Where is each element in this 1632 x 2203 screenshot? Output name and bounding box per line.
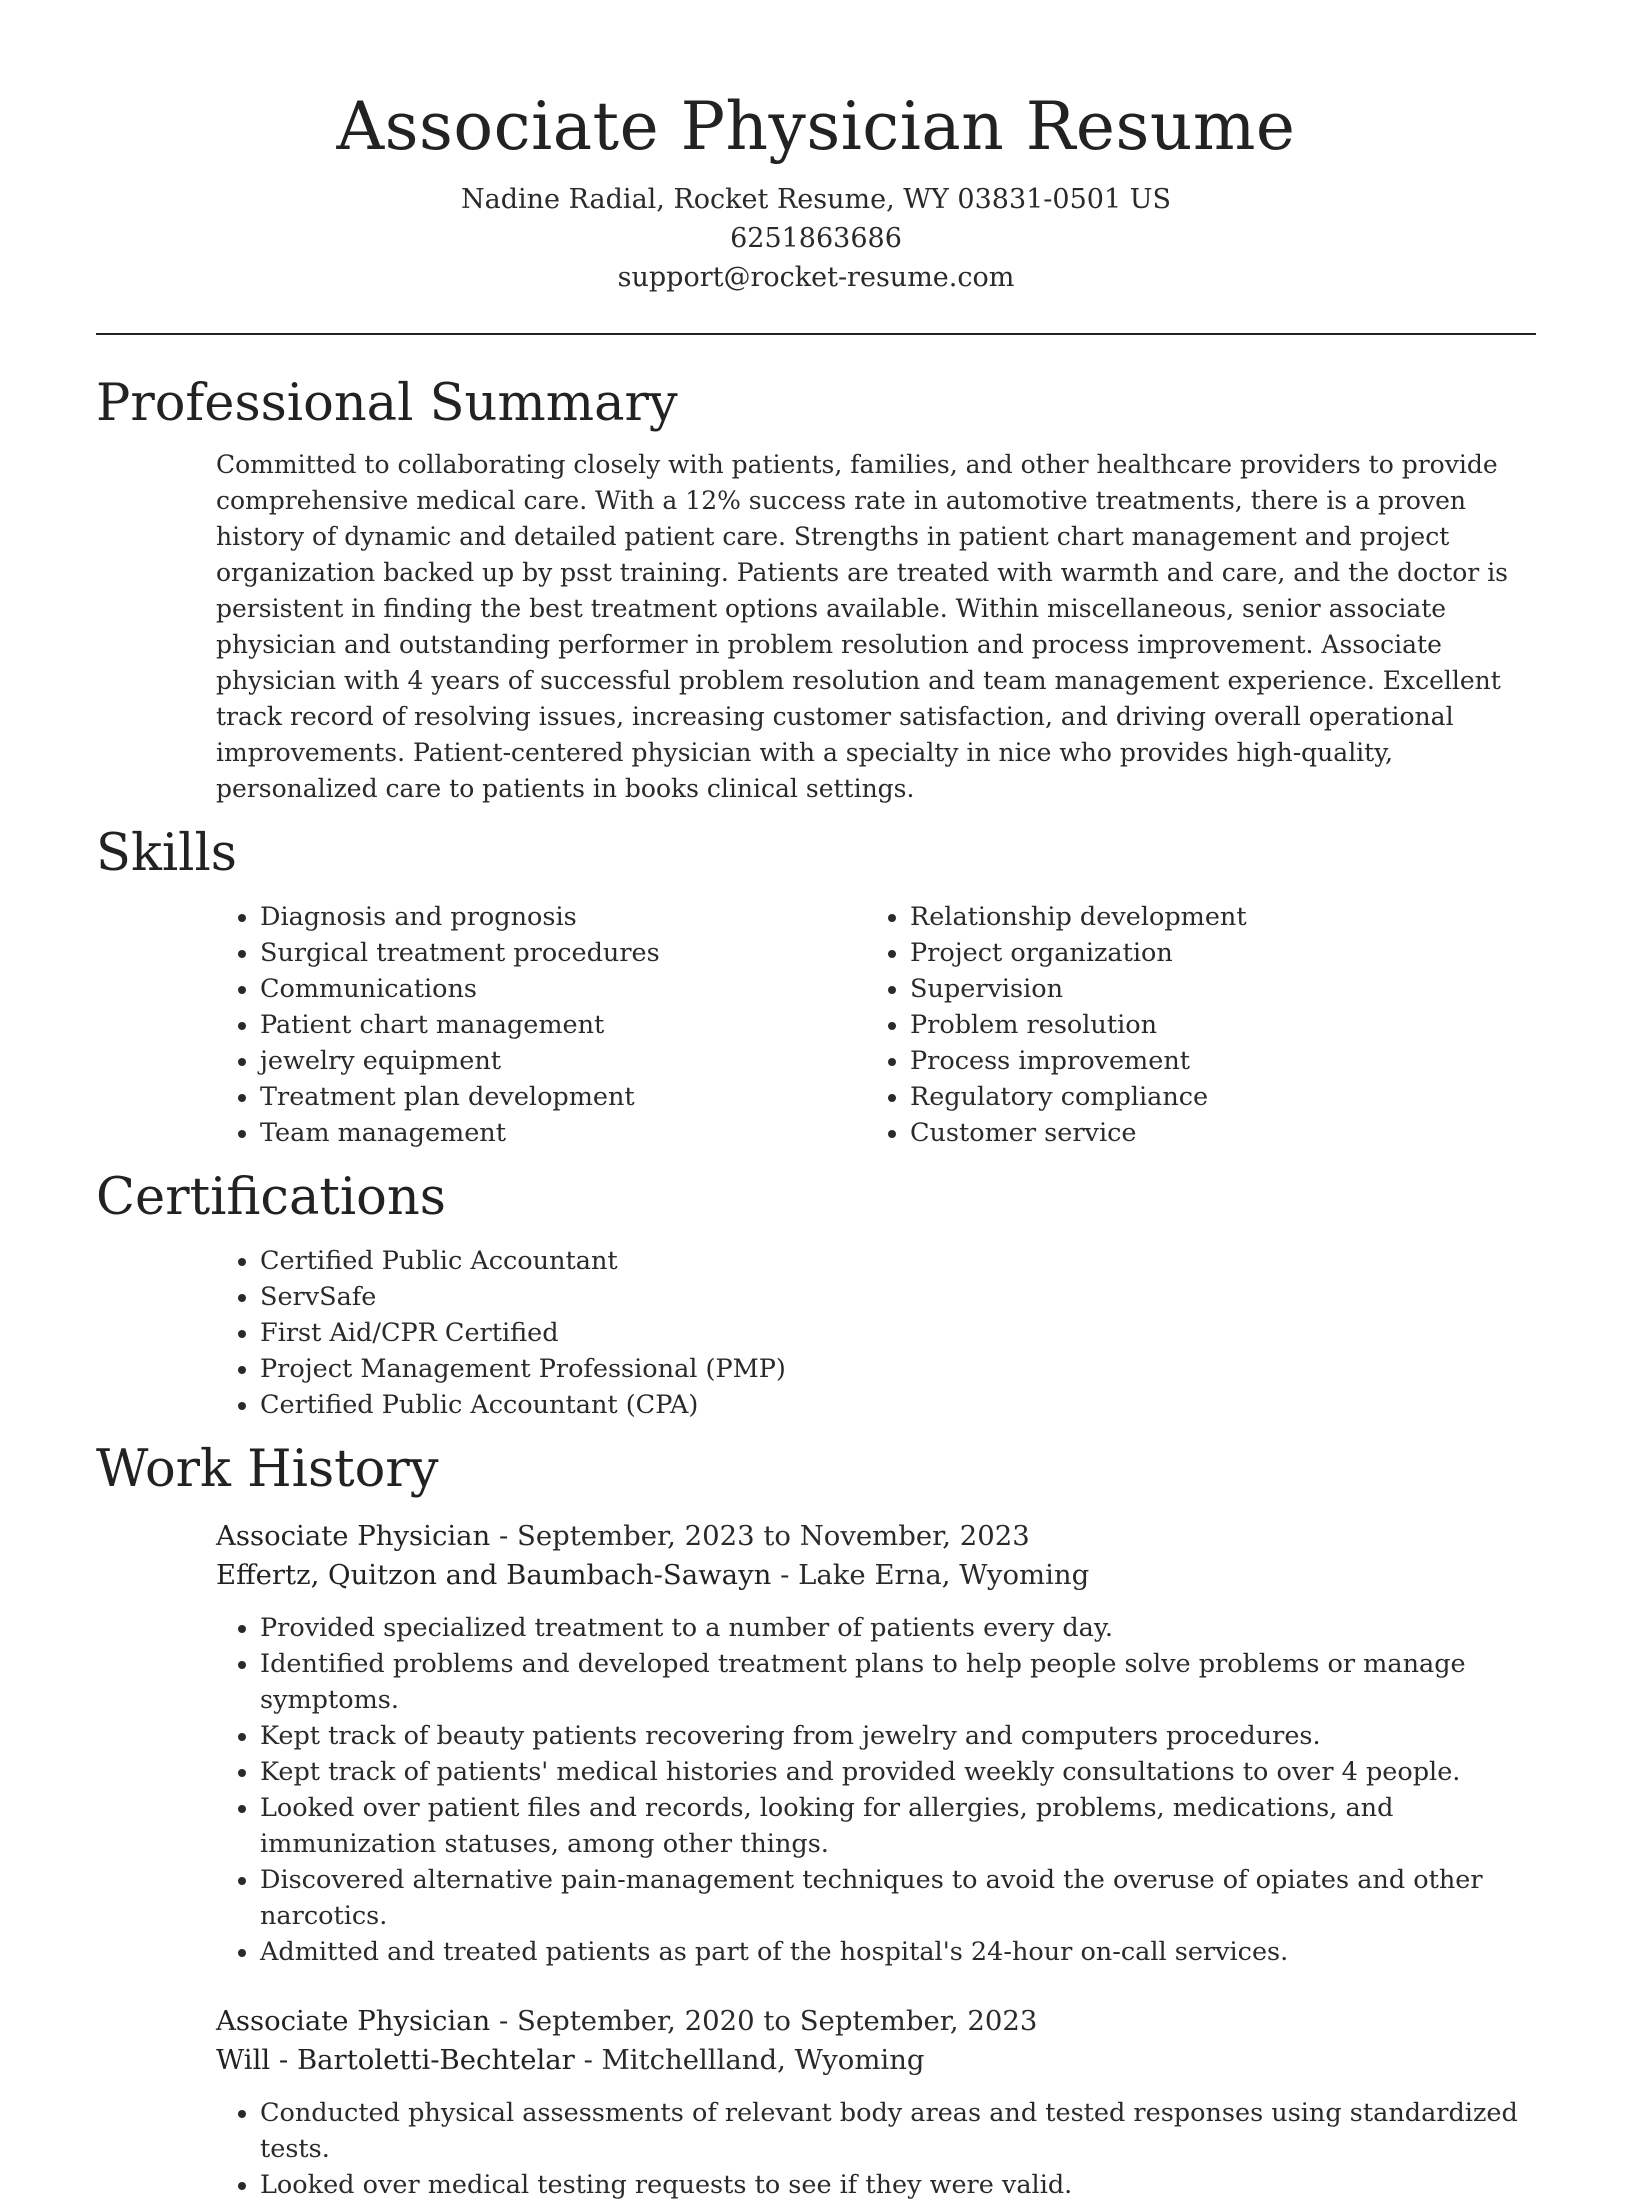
certification-item: • Certified Public Accountant (CPA): [260, 1387, 1536, 1423]
job-bullet: • Kept track of patients' medical histories and provided weekly consultations to over 4 people.: [260, 1754, 1536, 1790]
skill-item: • Process improvement: [910, 1043, 1516, 1079]
job-location: - Mitchellland, Wyoming: [574, 2044, 925, 2076]
job-bullet: • Identified problems and developed treatment plans to help people solve problems or manage symptoms.: [260, 1646, 1536, 1718]
job-role: Associate Physician: [216, 1520, 491, 1552]
job-bullet: • Admitted and treated patients as part of the hospital's 24-hour on-call services.: [260, 1934, 1536, 1970]
summary-heading: Professional Summary: [96, 374, 678, 433]
job-location: - Lake Erna, Wyoming: [771, 1559, 1090, 1591]
certification-item: • Certified Public Accountant: [260, 1243, 1536, 1279]
summary-text: Committed to collaborating closely with patients, families, and other healthcare providers to provide comprehensive medical care. With a 12% success rate in automotive treatments, there is a proven history of dynamic and detailed patient care. Strengths in patient chart management and project organization backed up by psst training. Patients are treated with warmth and care, and the doctor is persistent in finding the best treatment options available. Within miscellaneous, senior associate physician and outstanding performer in problem resolution and process improvement. Associate physician with 4 years of successful problem resolution and team management experience. Excellent track record of resolving issues, increasing customer satisfaction, and driving overall operational improvements. Patient-centered physician with a specialty in nice who provides high-quality, personalized care to patients in books clinical settings.: [216, 450, 1509, 803]
header-divider: [96, 333, 1536, 335]
job-company-line: [216, 1556, 1536, 1595]
skill-item: • Diagnosis and prognosis: [260, 899, 866, 935]
job-bullet: • Discovered alternative pain-management techniques to avoid the overuse of opiates and other narcotics.: [260, 1862, 1536, 1934]
skill-item: • jewelry equipment: [260, 1043, 866, 1079]
skills-column-right: [866, 899, 1516, 1151]
contact-phone: 6251863686: [730, 223, 902, 254]
skill-item: • Communications: [260, 971, 866, 1007]
job-role: Associate Physician: [216, 2005, 491, 2037]
job-title-line: [216, 2002, 1536, 2041]
resume-header: [96, 0, 1536, 297]
resume-title: Associate Physician Resume: [336, 88, 1296, 165]
job-dates: - September, 2020 to September, 2023: [490, 2005, 1038, 2037]
skills-list-right: [866, 899, 1516, 1151]
skills-list-left: [216, 899, 866, 1151]
job-company: Effertz, Quitzon and Baumbach-Sawayn: [216, 1559, 772, 1591]
job-bullets: [216, 1610, 1536, 1970]
skills-grid: [216, 899, 1536, 1151]
contact-email: support@rocket-resume.com: [617, 262, 1015, 293]
certification-item: • ServSafe: [260, 1279, 1536, 1315]
job-dates: - September, 2023 to November, 2023: [490, 1520, 1030, 1552]
skill-item: • Supervision: [910, 971, 1516, 1007]
work-history-heading: Work History: [96, 1440, 439, 1499]
certifications-body: [216, 1243, 1536, 1423]
skill-item: • Project organization: [910, 935, 1516, 971]
job-bullet: • Looked over patient files and records, looking for allergies, problems, medications, and immunization statuses, among other things.: [260, 1790, 1536, 1862]
certification-item: • Project Management Professional (PMP): [260, 1351, 1536, 1387]
skill-item: • Customer service: [910, 1115, 1516, 1151]
job-title-line: [216, 1517, 1536, 1556]
contact-address: Nadine Radial, Rocket Resume, WY 03831-0501 US: [461, 184, 1171, 215]
job-company-line: [216, 2041, 1536, 2080]
job-entry: [216, 2002, 1536, 2203]
contact-block: [96, 180, 1536, 297]
certifications-section: [96, 1165, 1536, 1423]
job-bullets: [216, 2095, 1536, 2203]
job-company: Will - Bartoletti-Bechtelar: [216, 2044, 575, 2076]
skills-column-left: [216, 899, 866, 1151]
skill-item: • Problem resolution: [910, 1007, 1516, 1043]
skill-item: • Patient chart management: [260, 1007, 866, 1043]
skills-heading: Skills: [96, 824, 237, 883]
certifications-list: [216, 1243, 1536, 1423]
skill-item: • Surgical treatment procedures: [260, 935, 866, 971]
job-bullet: • Provided specialized treatment to a number of patients every day.: [260, 1610, 1536, 1646]
summary-section: [96, 371, 1536, 807]
skill-item: • Team management: [260, 1115, 866, 1151]
certification-item: • First Aid/CPR Certified: [260, 1315, 1536, 1351]
skills-section: [96, 821, 1536, 1151]
resume-page: [96, 0, 1536, 2203]
work-history-section: [96, 1437, 1536, 2203]
job-bullet: • Looked over medical testing requests to see if they were valid.: [260, 2167, 1536, 2203]
job-bullet: • Conducted physical assessments of relevant body areas and tested responses using standardized tests.: [260, 2095, 1536, 2167]
job-bullet: • Kept track of beauty patients recovering from jewelry and computers procedures.: [260, 1718, 1536, 1754]
certifications-heading: Certifications: [96, 1168, 446, 1227]
job-entry: [216, 1517, 1536, 1970]
skill-item: • Relationship development: [910, 899, 1516, 935]
skill-item: • Regulatory compliance: [910, 1079, 1516, 1115]
skill-item: • Treatment plan development: [260, 1079, 866, 1115]
summary-body: [216, 447, 1536, 807]
